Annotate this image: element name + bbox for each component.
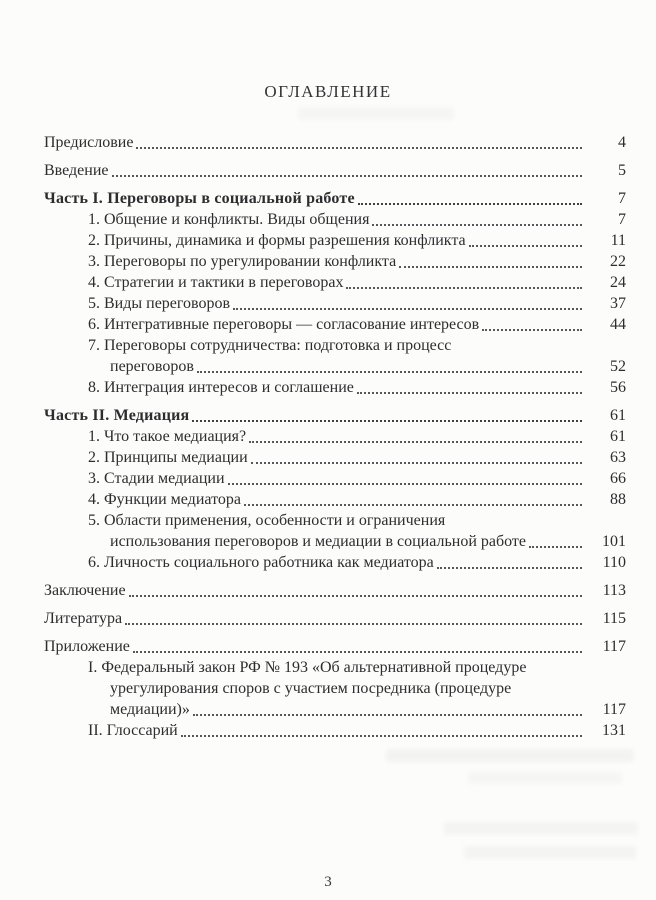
toc-entry-line [88,489,626,510]
toc-entry-line [88,426,626,447]
toc-entry-page-number: 115 [602,610,626,627]
toc-entry-page-number: 101 [602,533,626,550]
toc-entry-page-number: 61 [610,407,626,424]
toc-entry-page-number: 7 [618,211,626,228]
dot-leader [192,420,582,422]
toc-entry-line [88,510,626,531]
toc-entry-title: переговоров [110,358,194,375]
toc-entry [44,489,626,510]
toc-entry-line [88,272,626,293]
dot-leader [482,329,582,331]
toc-entry [44,335,626,377]
toc-entry-title: 5. Области применения, особенности и ограничения [88,512,446,529]
dot-leader [125,623,582,625]
toc-entry-line [88,230,626,251]
toc-entry-line [44,580,626,601]
toc-entry-line [88,209,626,230]
toc-entry [44,188,626,209]
toc-entry [44,293,626,314]
toc-entry-title: 6. Личность социального работника как медиатора [88,554,434,571]
toc-entry-line [88,356,626,377]
toc-entry-line [88,447,626,468]
toc-entry-line [44,160,626,181]
toc-entry-title: I. Федеральный закон РФ № 193 «Об альтернативной процедуре [88,659,527,676]
toc-entry-title: 4. Функции медиатора [88,491,241,508]
toc-entry-line [44,188,626,209]
toc-entry-title: 8. Интеграция интересов и соглашение [88,379,354,396]
toc-entry-line [88,377,626,398]
toc-entry-line [88,335,626,356]
toc-entry-line [88,720,626,741]
dot-leader [399,266,582,268]
toc-entry-title: Заключение [44,582,126,599]
toc-entry-line [44,132,626,153]
toc-entry-title: 2. Причины, динамика и формы разрешения конфликта [88,232,466,249]
toc-entry-page-number: 131 [602,722,626,739]
toc-entry-page-number: 11 [610,232,626,249]
toc-entry-title: использования переговоров и медиации в социальной работе [110,533,527,550]
toc-entry-title: медиации)» [110,701,190,718]
toc-entry-page-number: 56 [610,379,626,396]
toc-entry-page-number: 4 [618,134,626,151]
bleed-through-smudge [298,107,454,120]
toc-entry-page-number: 44 [610,316,626,333]
page-title: ОГЛАВЛЕНИЕ [264,82,392,101]
dot-leader [358,203,582,205]
toc-entry [44,426,626,447]
toc-entry [44,377,626,398]
toc-entry [44,468,626,489]
dot-leader [372,224,582,226]
toc-entry-page-number: 117 [602,638,626,655]
toc-entry-line [44,608,626,629]
dot-leader [244,504,582,506]
toc-entry-page-number: 7 [618,190,626,207]
toc-entry-page-number: 61 [610,428,626,445]
dot-leader [181,735,582,737]
toc-entry-line [44,405,626,426]
toc-entry-title: Часть I. Переговоры в социальной работе [44,190,355,207]
toc-entry-line [88,678,626,699]
toc-entry-line [88,314,626,335]
dot-leader [249,441,582,443]
toc-entry-line [88,657,626,678]
toc-entry-title: 4. Стратегии и тактики в переговорах [88,274,344,291]
dot-leader [233,308,582,310]
toc-entry-line [88,468,626,489]
toc-entry [44,447,626,468]
dot-leader [228,483,582,485]
toc-entry-title: 3. Стадии медиации [88,470,225,487]
bleed-through-smudge [386,749,634,762]
toc-entry-page-number: 110 [602,554,626,571]
dot-leader [112,175,583,177]
dot-leader [251,462,582,464]
toc-entry-title: Приложение [44,638,130,655]
toc-entry-page-number: 117 [602,701,626,718]
dot-leader [133,651,582,653]
toc-entry [44,636,626,657]
dot-leader [129,595,582,597]
toc-entry [44,405,626,426]
toc-entry-page-number: 63 [610,449,626,466]
toc-entry-line [88,552,626,573]
toc-entry [44,657,626,720]
toc-entry [44,580,626,601]
bleed-through-smudge [444,822,638,835]
toc-entry [44,314,626,335]
page-number: 3 [324,874,332,890]
toc-entry-title: Введение [44,162,109,179]
toc-entry-title: 1. Общение и конфликты. Виды общения [88,211,370,228]
toc-entry-line [44,636,626,657]
toc-entry-title: 2. Принципы медиации [88,449,248,466]
toc-entry-line [88,251,626,272]
toc-entry [44,720,626,741]
dot-leader [346,287,582,289]
toc-entry-page-number: 88 [610,491,626,508]
dot-leader [357,392,582,394]
toc-entry-page-number: 66 [610,470,626,487]
toc-list [44,132,626,741]
toc-entry-line [88,293,626,314]
toc-entry [44,230,626,251]
toc-entry [44,510,626,552]
toc-entry [44,608,626,629]
toc-entry-line [88,699,626,720]
toc-entry-page-number: 113 [602,582,626,599]
toc-entry [44,209,626,230]
toc-entry [44,552,626,573]
dot-leader [193,714,582,716]
toc-entry [44,251,626,272]
toc-entry-title: II. Глоссарий [88,722,178,739]
toc-entry-title: 3. Переговоры по урегулировании конфликта [88,253,397,270]
toc-entry-title: 5. Виды переговоров [88,295,231,312]
toc-entry [44,160,626,181]
dot-leader [197,371,582,373]
bleed-through-smudge [468,772,622,784]
toc-entry [44,132,626,153]
toc-entry-title: 1. Что такое медиация? [88,428,247,445]
bleed-through-smudge [464,846,636,859]
toc-entry-title: Часть II. Медиация [44,407,190,424]
dot-leader [136,147,582,149]
dot-leader [529,546,582,548]
toc-entry-page-number: 52 [610,358,626,375]
toc-entry-title: Предисловие [44,134,134,151]
dot-leader [437,567,582,569]
toc-entry-page-number: 22 [610,253,626,270]
toc-entry-title: урегулирования споров с участием посредника (процедуре [110,680,512,697]
toc-entry-page-number: 5 [618,162,626,179]
dot-leader [469,245,582,247]
toc-entry-title: 6. Интегративные переговоры — согласование интересов [88,316,480,333]
toc-entry-title: Литература [44,610,123,627]
toc-entry-title: 7. Переговоры сотрудничества: подготовка и процесс [88,337,452,354]
toc-entry [44,272,626,293]
toc-entry-page-number: 24 [610,274,626,291]
toc-entry-page-number: 37 [610,295,626,312]
toc-entry-line [88,531,626,552]
